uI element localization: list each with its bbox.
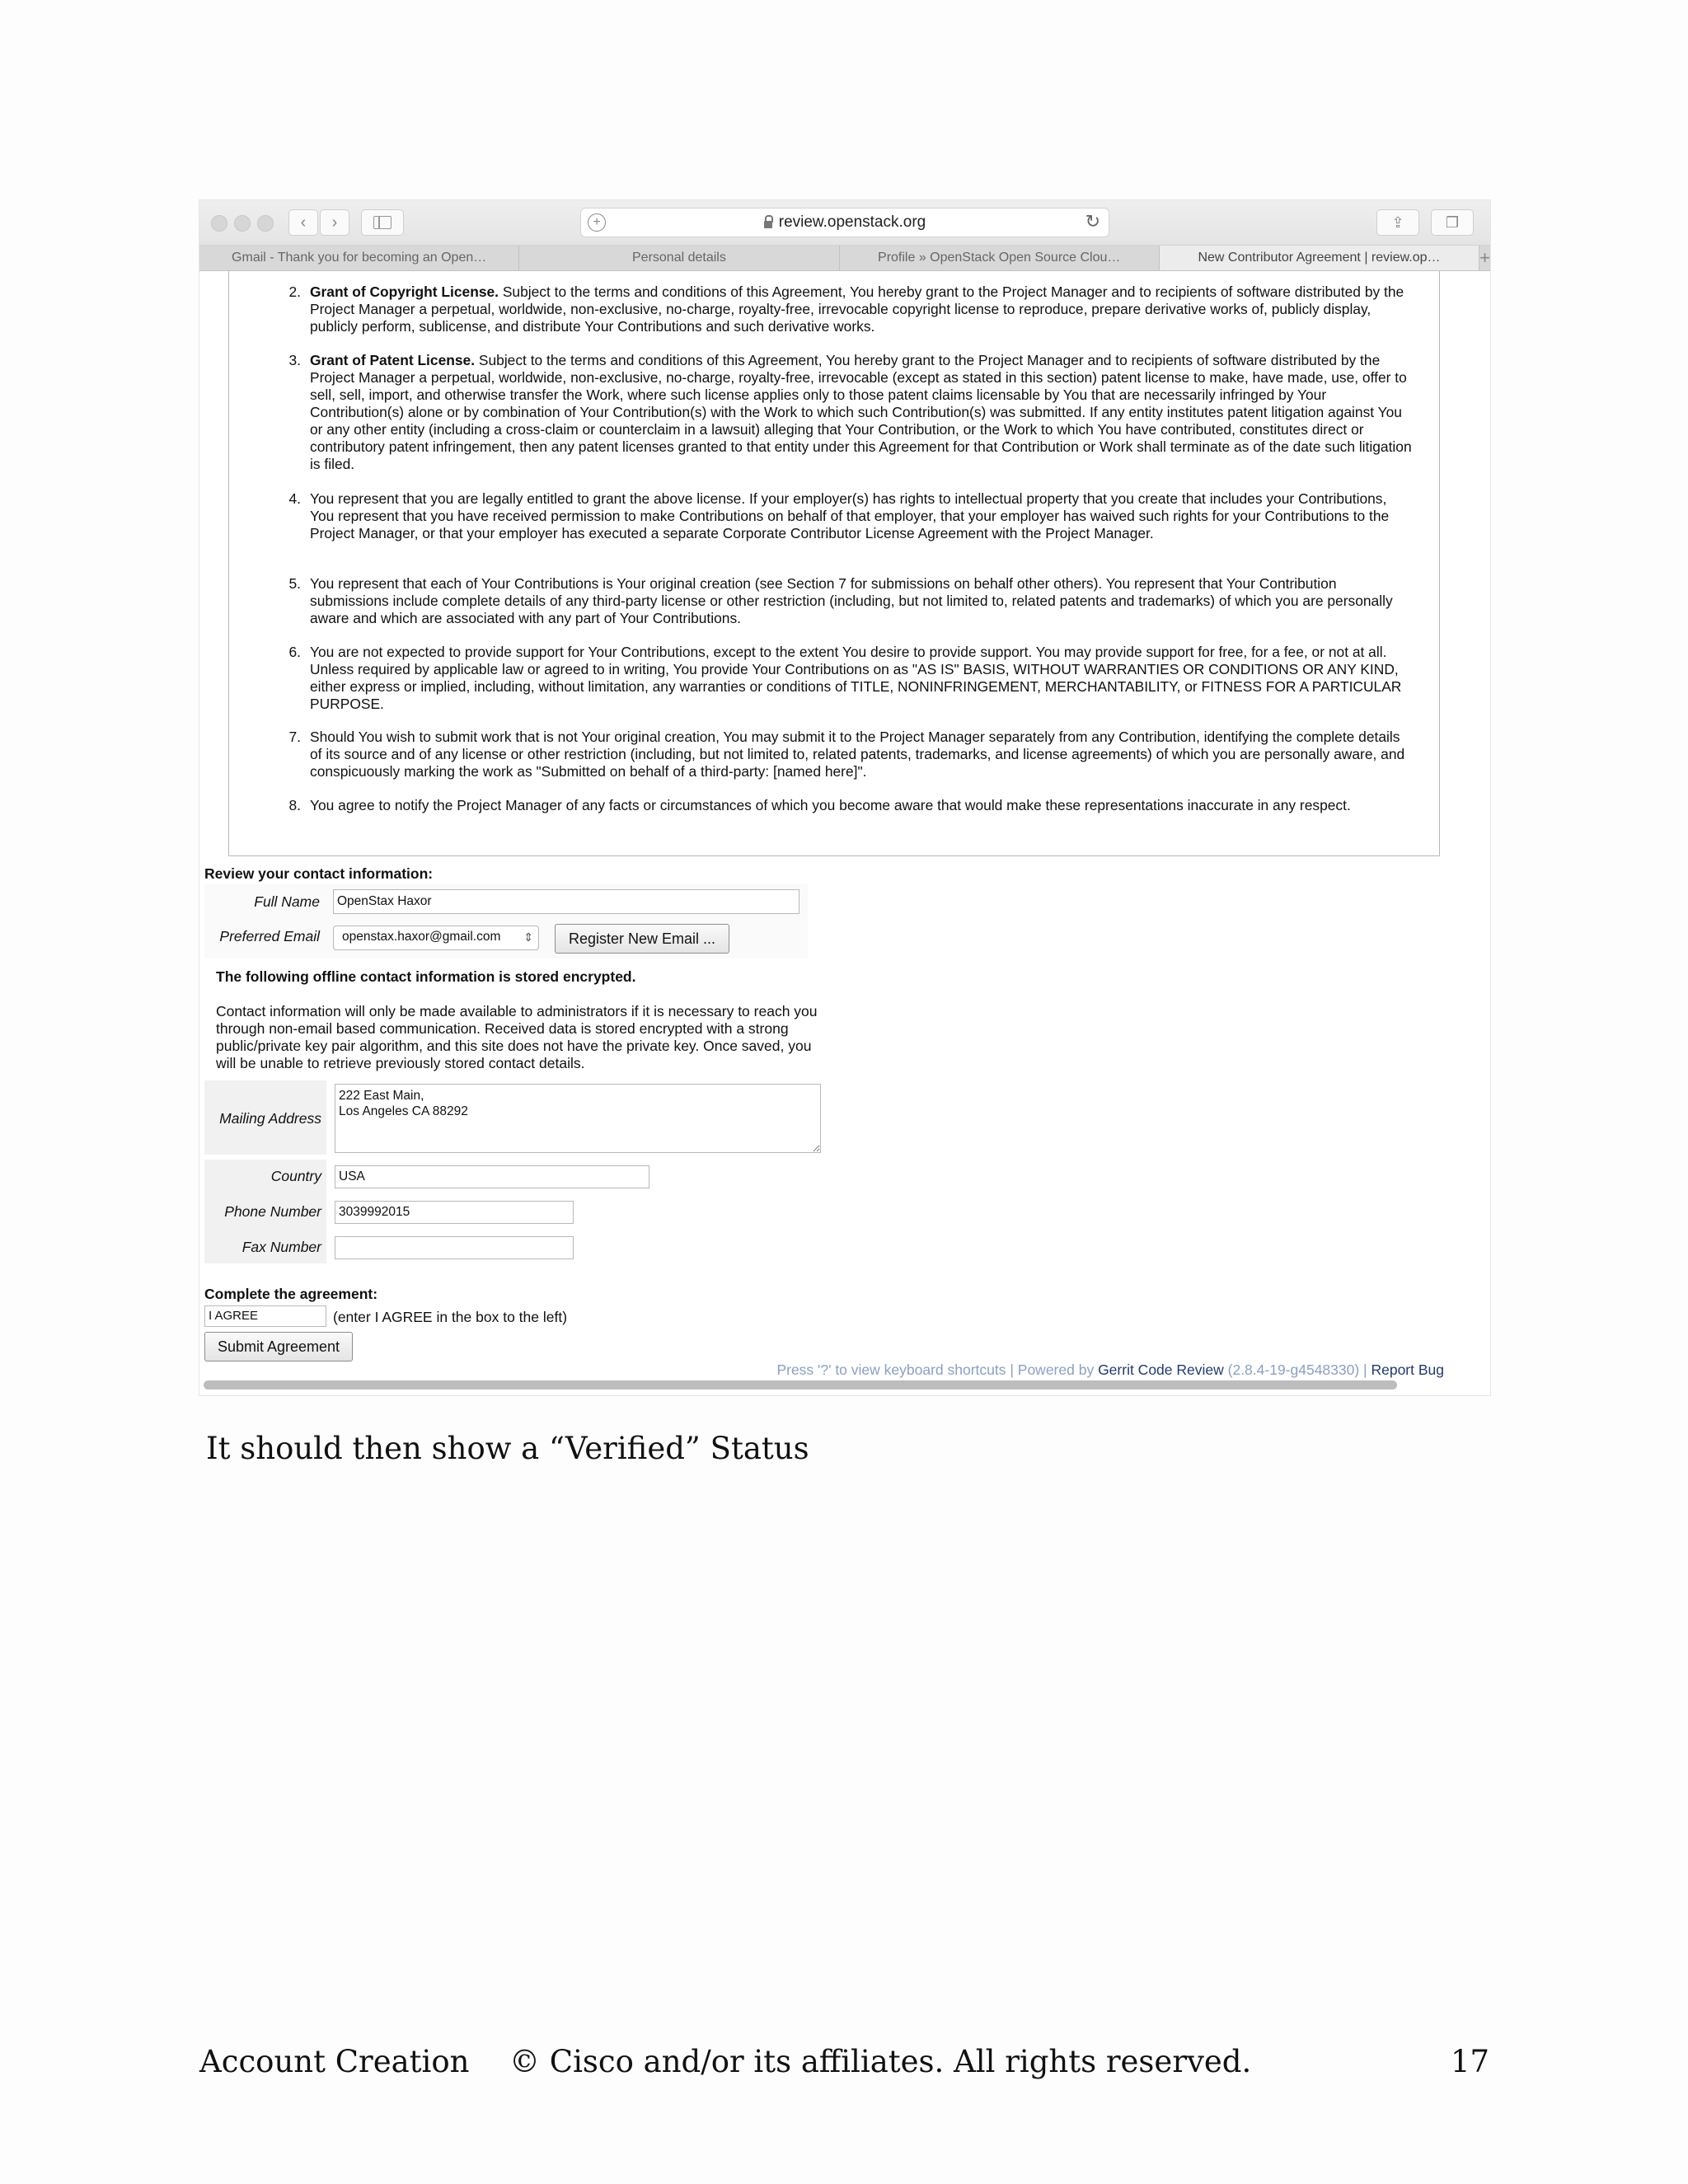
chevron-right-icon: › [331, 213, 338, 232]
chevron-left-icon: ‹ [300, 213, 307, 232]
tab-personal-details[interactable]: Personal details [519, 246, 839, 270]
shortcuts-text: Press '?' to view keyboard shortcuts | Powered by [776, 1361, 1099, 1378]
page-number: 17 [1451, 2044, 1490, 2079]
clause-text: Should You wish to submit work that is not Your original creation, You may submit it to the Project Manager separately from any Contribution, identifying the complete details of its source and of any license or other restriction (including, but not limited to, related patents, trademarks, and license agreements) of which you are personally aware, and conspicuously marking the work as "Submitted on behalf of a third-party: [named here]". [310, 729, 1405, 780]
share-icon: ⇪ [1391, 213, 1404, 231]
encryption-notice: Contact information will only be made available to administrators if it is necessary to reach you through non-email based communication. Received data is stored encrypted with a strong public/private key pair algorithm, and this site does not have the private key. Once saved, you will be unable to retrieve previously stored contact details. [216, 1003, 818, 1071]
tabs-overview-button[interactable] [1431, 209, 1474, 236]
preferred-email-label: Preferred Email [219, 928, 320, 944]
plus-circle-icon[interactable]: + [588, 213, 606, 232]
clause-text: You are not expected to provide support for Your Contributions, except to the extent You desire to provide support. You may provide support for free, for a fee, or not at all. Unless required by applicable law or agreed to in writing, You provide Your Contributions on as "AS IS" BASIS, WITHOUT WARRANTIES OR CONDITIONS OR ANY KIND, either express or implied, including, without limitation, any warranties or conditions of TITLE, NONINFRINGEMENT, MERCHANTABILITY, or FITNESS FOR A PARTICULAR PURPOSE. [310, 644, 1402, 712]
gerrit-footer [776, 1361, 1444, 1379]
clause-title: Grant of Patent License. [310, 352, 476, 368]
clause-title: Grant of Copyright License. [310, 284, 499, 300]
phone-number-input[interactable] [335, 1201, 574, 1224]
country-input[interactable] [335, 1165, 649, 1188]
clause-text: You represent that you are legally entitled to grant the above license. If your employer(s) has rights to intellectual property that you create that includes your Contributions, You represent that you have received permission to make Contributions on behalf of that employer, that your employer has waived such rights for your Contributions to the Project Manager, or that your employer has executed a separate Corporate Contributor License Agreement with the Project Manager. [310, 490, 1390, 541]
clause-text: Subject to the terms and conditions of this Agreement, You hereby grant to the Project Manager and to recipients of software distributed by the Project Manager a perpetual, worldwide, non-exclusive, no-charge, royalty-free, irrevocable (except as stated in this section) patent license to make, have made, use, offer to sell, sell, import, and otherwise transfer the Work, where such license applies only to those patent claims licensable by You that are necessarily infringed by Your Contribution(s) alone or by combination of Your Contribution(s) with the Work to which such Contribution(s) was submitted. If any entity institutes patent litigation against You or any other entity (including a cross-claim or counterclaim in a lawsuit) alleging that Your Contribution, or the Work to which You have contributed, constitutes direct or contributory patent infringement, then any patent licenses granted to that entity under this Agreement for that Contribution or Work shall terminate as of the date such litigation is filed. [310, 352, 1412, 472]
chevron-updown-icon: ⇕ [523, 930, 533, 944]
contact-heading: Review your contact information: [204, 865, 434, 882]
gerrit-link[interactable]: Gerrit Code Review [1098, 1361, 1224, 1378]
browser-window [199, 200, 1490, 1395]
i-agree-input[interactable] [204, 1305, 326, 1327]
version-text: (2.8.4-19-g4548330) | [1223, 1361, 1372, 1378]
share-button[interactable] [1376, 209, 1419, 236]
tab-contributor-agreement[interactable]: New Contributor Agreement | review.op… [1160, 246, 1479, 270]
footer-section-title: Account Creation [199, 2044, 470, 2079]
sidebar-icon [373, 216, 392, 229]
encrypted-heading: The following offline contact information is stored encrypted. [216, 968, 636, 985]
full-name-label: Full Name [254, 893, 320, 910]
mailing-address-textarea[interactable] [335, 1084, 821, 1153]
register-new-email-button[interactable]: Register New Email ... [555, 924, 729, 954]
country-label: Country [270, 1168, 321, 1184]
footer-copyright: © Cisco and/or its affiliates. All rights reserved. [509, 2044, 1252, 2079]
browser-toolbar [199, 200, 1490, 246]
address-bar[interactable] [580, 208, 1109, 237]
clause-text: You represent that each of Your Contributions is Your original creation (see Section 7 for submissions on behalf other others). You represent that Your Contribution submissions include complete details of any third-party license or other restriction (including, but not limited to, related patents and trademarks) of which you are personally aware and which are associated with any part of Your Contributions. [310, 575, 1393, 626]
back-button[interactable] [288, 209, 318, 236]
sidebar-button[interactable] [361, 209, 404, 236]
minimize-window-button[interactable] [234, 215, 251, 232]
full-name-input[interactable] [333, 889, 799, 914]
preferred-email-value: openstax.haxor@gmail.com [342, 930, 501, 944]
clause-text: You agree to notify the Project Manager of any facts or circumstances of which you become aware that would make these representations inaccurate in any respect. [310, 797, 1351, 813]
tab-gmail[interactable]: Gmail - Thank you for becoming an Open… [199, 246, 519, 270]
phone-number-label: Phone Number [224, 1203, 321, 1220]
agreement-text-box: 2. Grant of Copyright License. Subject to the terms and conditions of this Agreement, You hereby grant to the Project Manager and to recipients of software distributed by the Project Manager a perpetual, worldwide, non-exclusive, no-charge, royalty-free, irrevocable copyright license to reproduce, prepare derivative works of, publicly display, publicly perform, sublicense, and distribute Your Contributions and such derivative works. 3. Grant of Patent License. Subject to the terms and conditions of this Agreement, You hereby grant to the Project Manager and to recipients of software distributed by the Project Manager a perpetual, worldwide, non-exclusive, no-charge, royalty-free, irrevocable (except as stated in this section) patent license to make, have made, use, offer to sell, sell, import, and otherwise transfer the Work, where such license applies only to those patent claims licensable by You that are necessarily infringed by Your Contribution(s) alone or by combination of Your Contribution(s) with the Work to which such Contribution(s) was submitted. If any entity institutes patent litigation against You or any other entity (including a cross-claim or counterclaim in a lawsuit) alleging that Your Contribution, or the Work to which You have contributed, constitutes direct or contributory patent infringement, then any patent licenses granted to that entity under this Agreement for that Contribution or Work shall terminate as of the date such litigation is filed. 4. You represent that you are legally entitled to grant the above license. If your employer(s) has rights to intellectual property that you create that includes your Contributions, You represent that you have received permission to make Contributions on behalf of that employer, that your employer has waived such rights for your Contributions to the Project Manager, or that your employer has executed a separate Corporate Contributor License Agreement with the Project Manager. 5. You represent that each of Your Contributions is Your original creation (see Section 7 for submissions on behalf other others). You represent that Your Contribution submissions include complete details of any third-party license or other restriction (including, but not limited to, related patents and trademarks) of which you are personally aware and which are associated with any part of Your Contributions. 6. You are not expected to provide support for Your Contributions, except to the extent You desire to provide support. You may provide support for free, for a fee, or not at all. Unless required by applicable law or agreed to in writing, You provide Your Contributions on as "AS IS" BASIS, WITHOUT WARRANTIES OR CONDITIONS OR ANY KIND, either express or implied, including, without limitation, any warranties or conditions of TITLE, NONINFRINGEMENT, MERCHANTABILITY, or FITNESS FOR A PARTICULAR PURPOSE. 7. Should You wish to submit work that is not Your original creation, You may submit it to the Project Manager separately from any Contribution, identifying the complete details of its source and of any license or other restriction (including, but not limited to, related patents, trademarks, and license agreements) of which you are personally aware, and conspicuously marking the work as "Submitted on behalf of a third-party: [named here]". 8. You agree to notify the Project Manager of any facts or circumstances of which you become aware that would make these representations inaccurate in any respect. [228, 271, 1440, 856]
page-content [199, 271, 1472, 1395]
url-text: review.openstack.org [778, 213, 926, 231]
complete-agreement-heading: Complete the agreement: [204, 1286, 378, 1302]
zoom-window-button[interactable] [257, 215, 274, 232]
document-caption: It should then show a “Verified” Status [206, 1431, 809, 1466]
submit-agreement-button[interactable]: Submit Agreement [204, 1332, 353, 1361]
tabs-icon: ❐ [1445, 213, 1460, 231]
fax-number-input[interactable] [335, 1236, 574, 1259]
horizontal-scrollbar[interactable] [204, 1380, 1397, 1390]
lock-icon [764, 221, 772, 228]
report-bug-link[interactable]: Report Bug [1371, 1361, 1444, 1378]
close-window-button[interactable] [211, 215, 227, 232]
new-tab-button[interactable]: + [1479, 247, 1490, 268]
preferred-email-select[interactable] [333, 926, 539, 950]
reload-icon[interactable]: ↻ [1085, 211, 1100, 232]
tab-bar [199, 246, 1490, 271]
i-agree-hint: (enter I AGREE in the box to the left) [333, 1309, 568, 1325]
fax-number-label: Fax Number [241, 1239, 321, 1255]
forward-button[interactable] [320, 209, 349, 236]
tab-profile[interactable]: Profile » OpenStack Open Source Clou… [840, 246, 1160, 270]
clause-text: Subject to the terms and conditions of this Agreement, You hereby grant to the Project Manager and to recipients of software distributed by the Project Manager a perpetual, worldwide, non-exclusive, no-charge, royalty-free, irrevocable copyright license to reproduce, prepare derivative works of, publicly display, publicly perform, sublicense, and distribute Your Contributions and such derivative works. [310, 284, 1404, 335]
mailing-address-label: Mailing Address [219, 1110, 321, 1127]
